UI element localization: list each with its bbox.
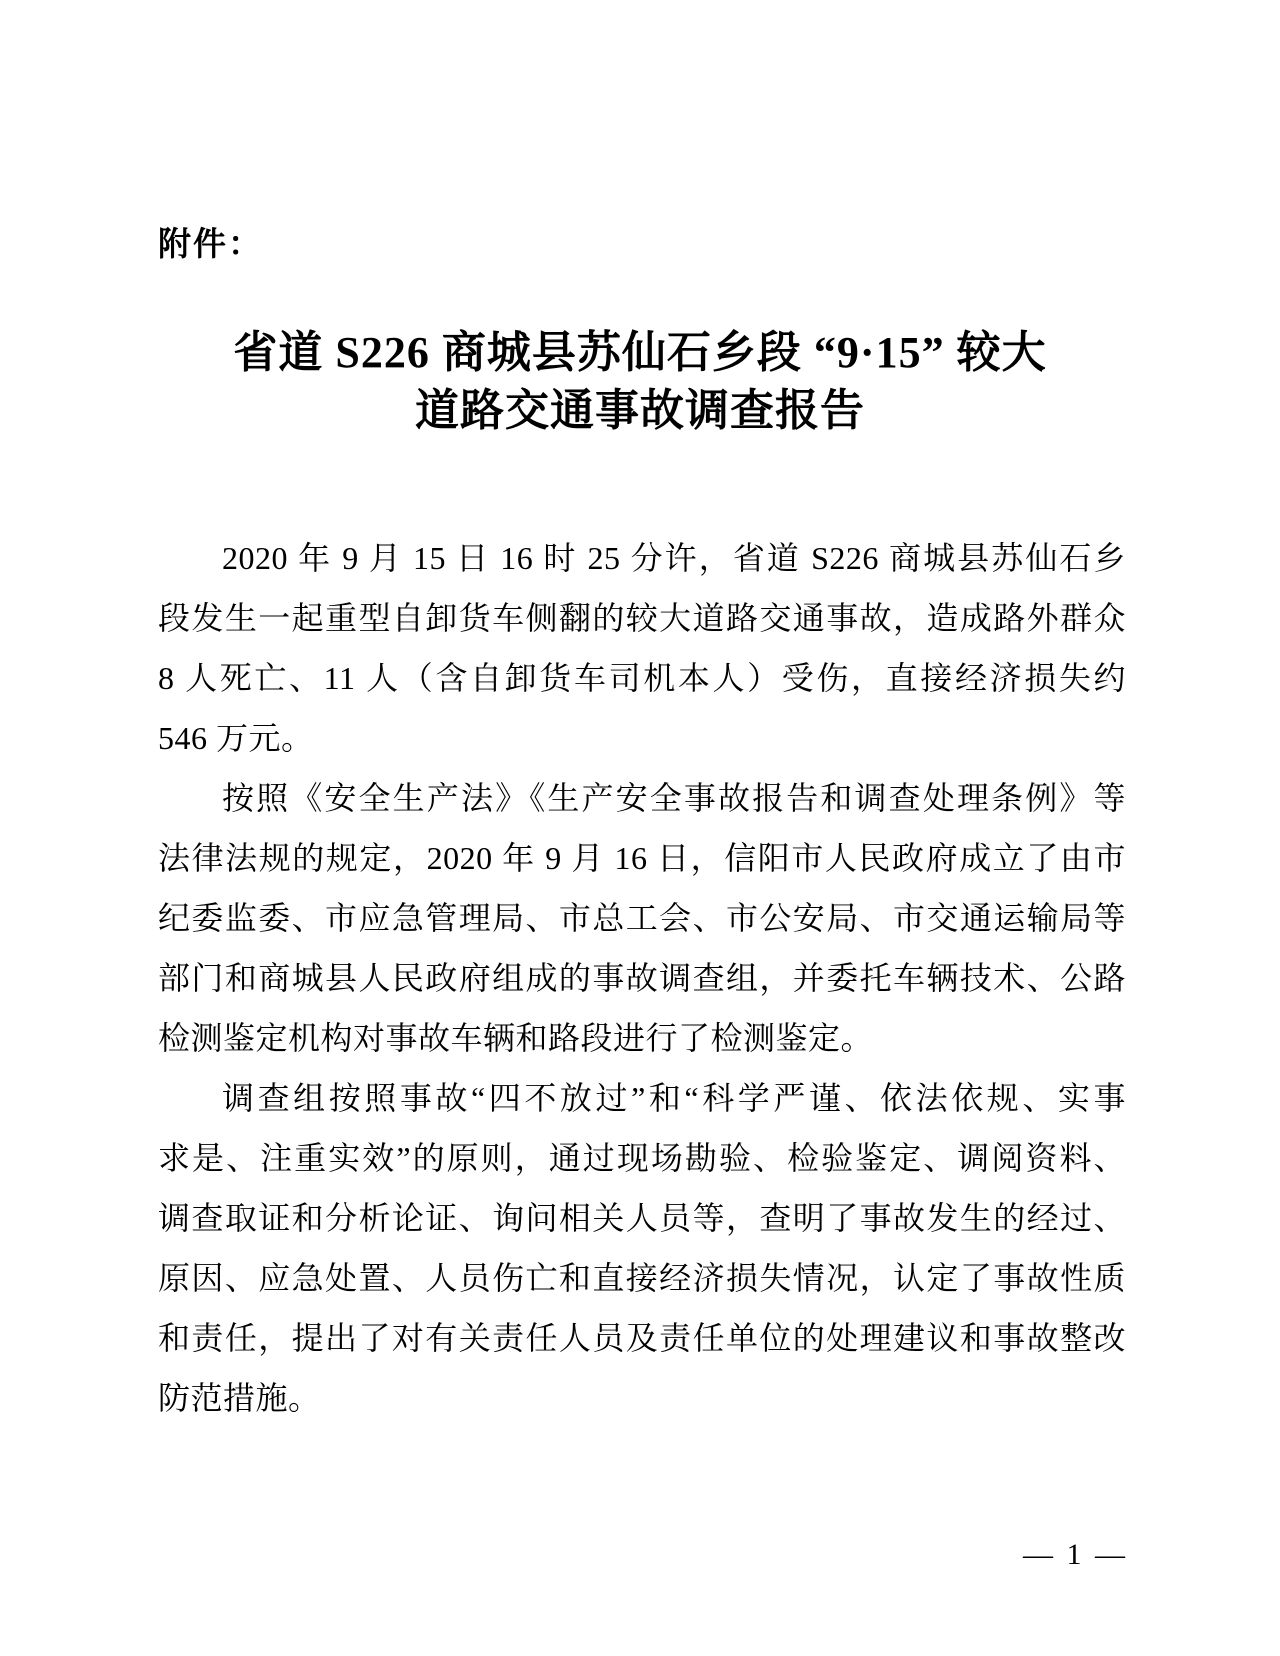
document-title bbox=[150, 324, 1130, 440]
body-line: 8 人死亡、11 人（含自卸货车司机本人）受伤，直接经济损失约 bbox=[158, 660, 1126, 696]
document-body bbox=[158, 528, 1126, 1428]
body-line: 纪委监委、市应急管理局、市总工会、市公安局、市交通运输局等 bbox=[158, 900, 1126, 936]
body-line: 调查组按照事故“四不放过”和“科学严谨、依法依规、实事 bbox=[222, 1080, 1126, 1116]
body-line: 调查取证和分析论证、询问相关人员等，查明了事故发生的经过、 bbox=[158, 1200, 1126, 1236]
body-line: 法律法规的规定，2020 年 9 月 16 日，信阳市人民政府成立了由市 bbox=[158, 840, 1126, 876]
attachment-label: 附件： bbox=[158, 227, 263, 263]
body-line: 部门和商城县人民政府组成的事故调查组，并委托车辆技术、公路 bbox=[158, 960, 1126, 996]
page-number: — 1 — bbox=[1023, 1538, 1128, 1571]
body-line: 546 万元。 bbox=[158, 720, 314, 756]
body-line: 段发生一起重型自卸货车侧翻的较大道路交通事故，造成路外群众 bbox=[158, 600, 1126, 636]
body-line: 防范措施。 bbox=[158, 1380, 321, 1416]
body-line: 求是、注重实效”的原则，通过现场勘验、检验鉴定、调阅资料、 bbox=[158, 1140, 1126, 1176]
title-line-1: 省道 S226 商城县苏仙石乡段 “9·15” 较大 bbox=[233, 328, 1047, 377]
body-line: 2020 年 9 月 15 日 16 时 25 分许，省道 S226 商城县苏仙石乡 bbox=[222, 540, 1126, 576]
body-line: 和责任，提出了对有关责任人员及责任单位的处理建议和事故整改 bbox=[158, 1320, 1126, 1356]
title-line-2: 道路交通事故调查报告 bbox=[415, 386, 865, 435]
body-line: 按照《安全生产法》《生产安全事故报告和调查处理条例》等 bbox=[222, 780, 1126, 816]
body-line: 检测鉴定机构对事故车辆和路段进行了检测鉴定。 bbox=[158, 1020, 874, 1056]
body-line: 原因、应急处置、人员伤亡和直接经济损失情况，认定了事故性质 bbox=[158, 1260, 1126, 1296]
